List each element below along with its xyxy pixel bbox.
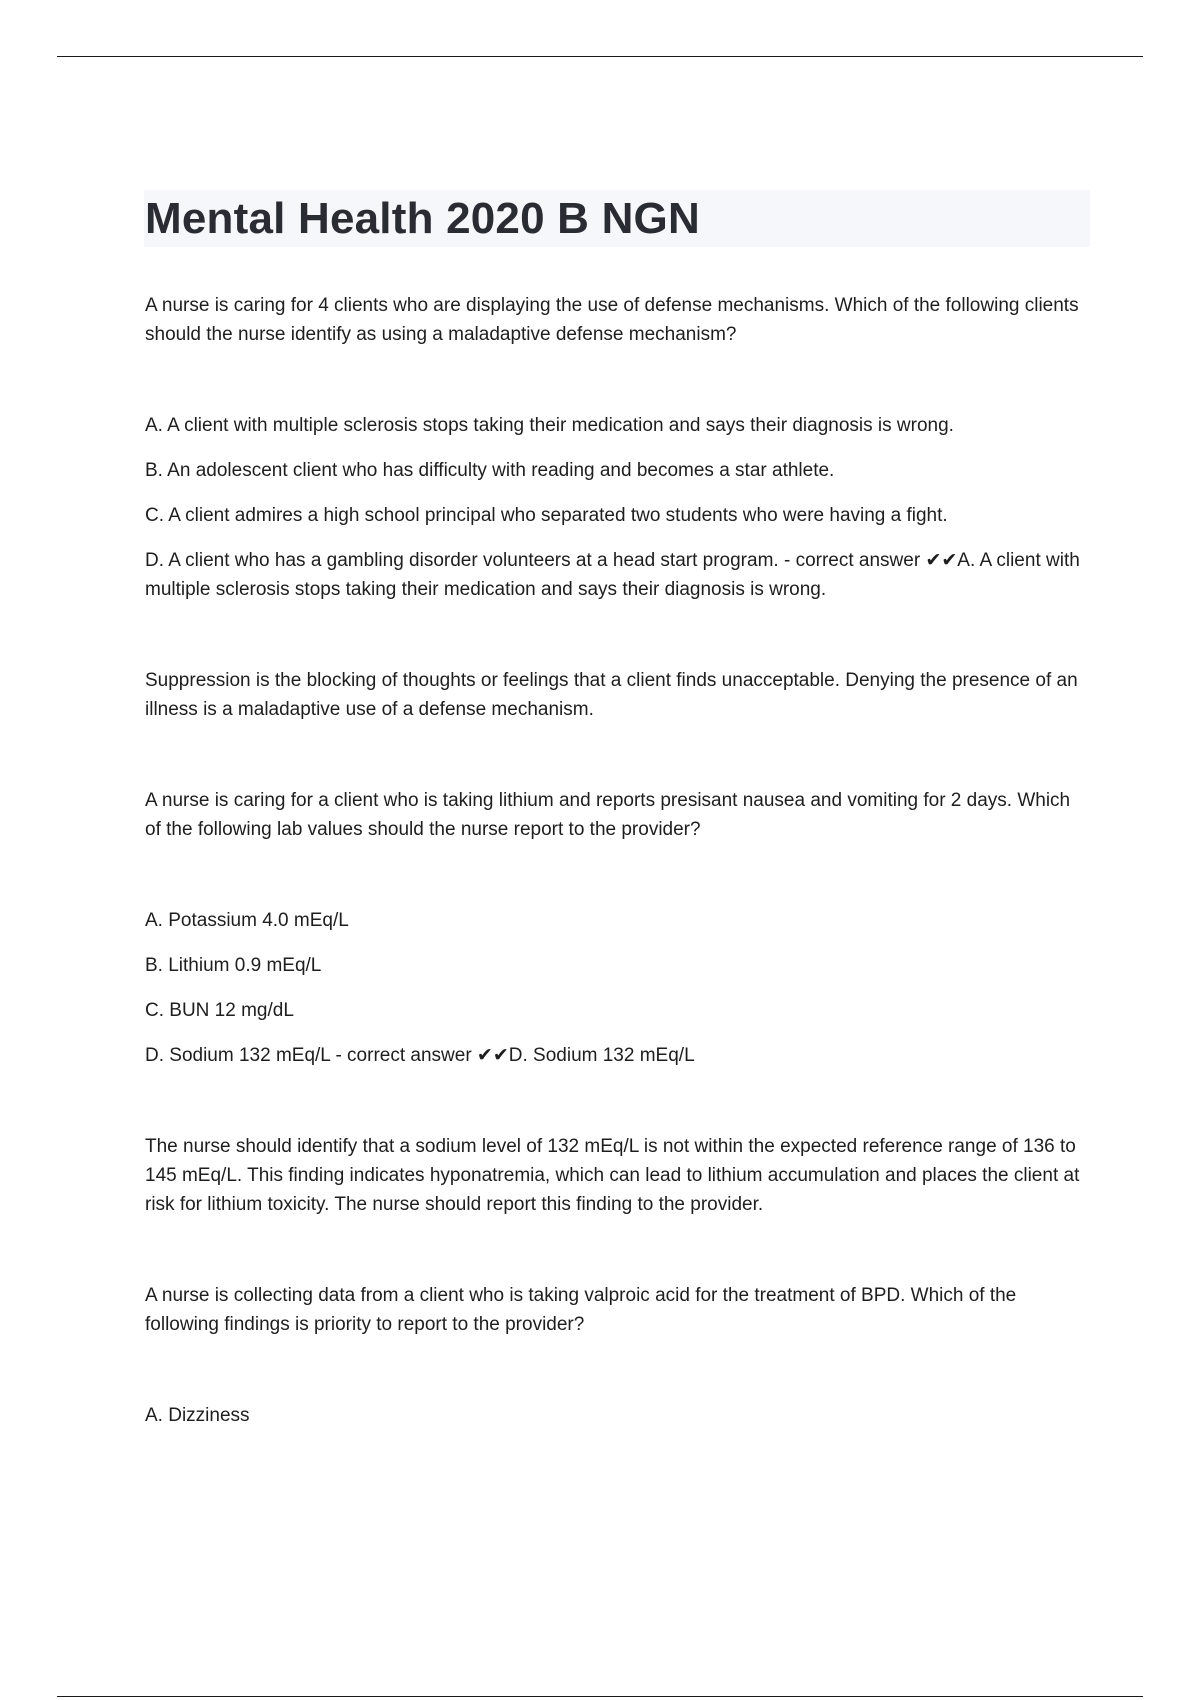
title-band: [144, 190, 1090, 247]
q2-option-c: C. BUN 12 mg/dL: [145, 1000, 294, 1021]
q1-option-a: A. A client with multiple sclerosis stops taking their medication and says their diagnosis is wrong.: [145, 415, 954, 436]
q1-option-d-answer: D. A client who has a gambling disorder volunteers at a head start program. - correct answer ✔✔A. A client with multiple sclerosis stops taking their medication and says their diagnosis is wrong.: [145, 550, 1080, 600]
bottom-rule: [57, 1696, 1143, 1697]
question-2: A nurse is caring for a client who is taking lithium and reports presisant nausea and vomiting for 2 days. Which of the following lab values should the nurse report to the provider?: [145, 790, 1071, 840]
document-title: Mental Health 2020 B NGN: [145, 193, 700, 243]
top-rule: [57, 56, 1143, 57]
q2-option-b: B. Lithium 0.9 mEq/L: [145, 955, 322, 976]
question-1: A nurse is caring for 4 clients who are displaying the use of defense mechanisms. Which of the following clients should the nurse identify as using a maladaptive defense mechanism?: [145, 295, 1079, 345]
q2-option-a: A. Potassium 4.0 mEq/L: [145, 910, 349, 931]
question-3: A nurse is collecting data from a client who is taking valproic acid for the treatment of BPD. Which of the following findings is priority to report to the provider?: [145, 1285, 1017, 1335]
q3-option-a: A. Dizziness: [145, 1405, 250, 1426]
document-body: [145, 190, 1090, 1430]
q1-rationale: Suppression is the blocking of thoughts or feelings that a client finds unacceptable. Denying the presence of an illness is a maladaptive use of a defense mechanism.: [145, 670, 1078, 720]
q1-option-b: B. An adolescent client who has difficulty with reading and becomes a star athlete.: [145, 460, 835, 481]
q2-rationale: The nurse should identify that a sodium level of 132 mEq/L is not within the expected reference range of 136 to 145 mEq/L. This finding indicates hyponatremia, which can lead to lithium accumulation and places the client at risk for lithium toxicity. The nurse should report this finding to the provider.: [145, 1136, 1080, 1215]
q1-option-c: C. A client admires a high school principal who separated two students who were having a fight.: [145, 505, 948, 526]
q2-option-d-answer: D. Sodium 132 mEq/L - correct answer ✔✔D. Sodium 132 mEq/L: [145, 1045, 695, 1066]
